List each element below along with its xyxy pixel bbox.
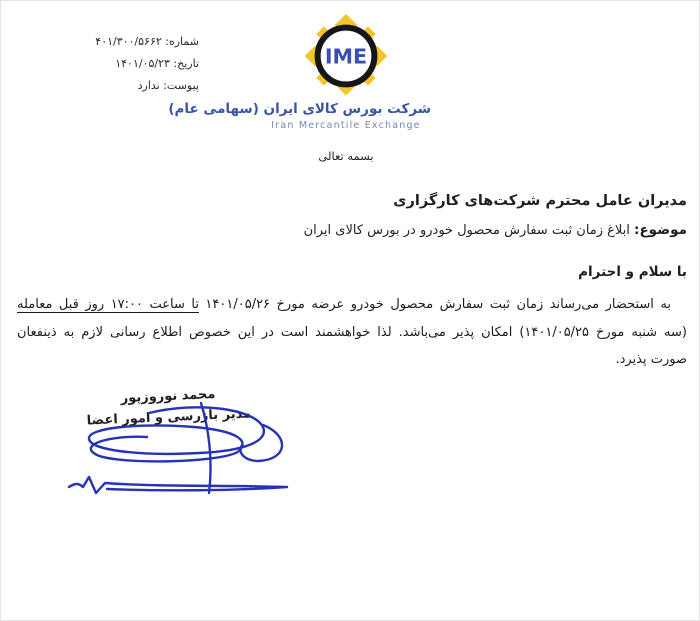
handwritten-signature-icon xyxy=(49,399,294,507)
body-line-1 xyxy=(17,291,687,319)
letter-number: شماره: ۴۰۱/۳۰۰/۵۶۶۲ xyxy=(95,35,199,48)
body-line1-text: به استحضار می‌رساند زمان ثبت سفارش محصول خودرو عرضه مورخ ۱۴۰۱/۰۵/۲۶ xyxy=(198,297,671,312)
subject-line xyxy=(17,222,687,238)
body-line-3: صورت پذیرد. xyxy=(615,352,687,367)
basmala: بسمه تعالی xyxy=(318,149,374,163)
letter-body xyxy=(17,291,687,374)
body-line1-underlined-phrase: تا ساعت ۱۷:۰۰ روز قبل معامله xyxy=(17,297,199,312)
logo-name-en: Iran Mercantile Exchange xyxy=(271,120,421,131)
letter-attachment: پیوست: ندارد xyxy=(137,79,199,92)
logo-monogram: IME xyxy=(324,44,368,69)
salutation: با سلام و احترام xyxy=(578,264,687,280)
body-line-2: (سه شنبه مورخ ۱۴۰۱/۰۵/۲۵) امکان پذیر می‌باشد. لذا خواهشمند است در این خصوص اطلاع رسانی لازم به ذینفعان xyxy=(17,324,687,340)
logo-name-fa: شرکت بورس کالای ایران (سهامی عام) xyxy=(168,101,431,117)
signature-loops xyxy=(89,407,264,461)
subject-label: موضوع: xyxy=(634,222,687,238)
addressee-line: مدیران عامل محترم شرکت‌های کارگزاری xyxy=(393,193,687,209)
signature-vertical xyxy=(201,403,211,493)
ime-logo-icon xyxy=(303,13,389,99)
subject-text: ابلاغ زمان ثبت سفارش محصول خودرو در بورس کالای ایران xyxy=(303,223,630,238)
letterhead-info xyxy=(59,31,199,97)
signature-baseline xyxy=(69,477,287,493)
letter-date: تاریخ: ۱۴۰۱/۰۵/۲۳ xyxy=(115,57,199,70)
signer-title: مدیر بازرسی و امور اعضا xyxy=(86,406,252,429)
signature-curl xyxy=(241,425,283,461)
signer-name: محمد نوروزپور xyxy=(120,386,216,407)
